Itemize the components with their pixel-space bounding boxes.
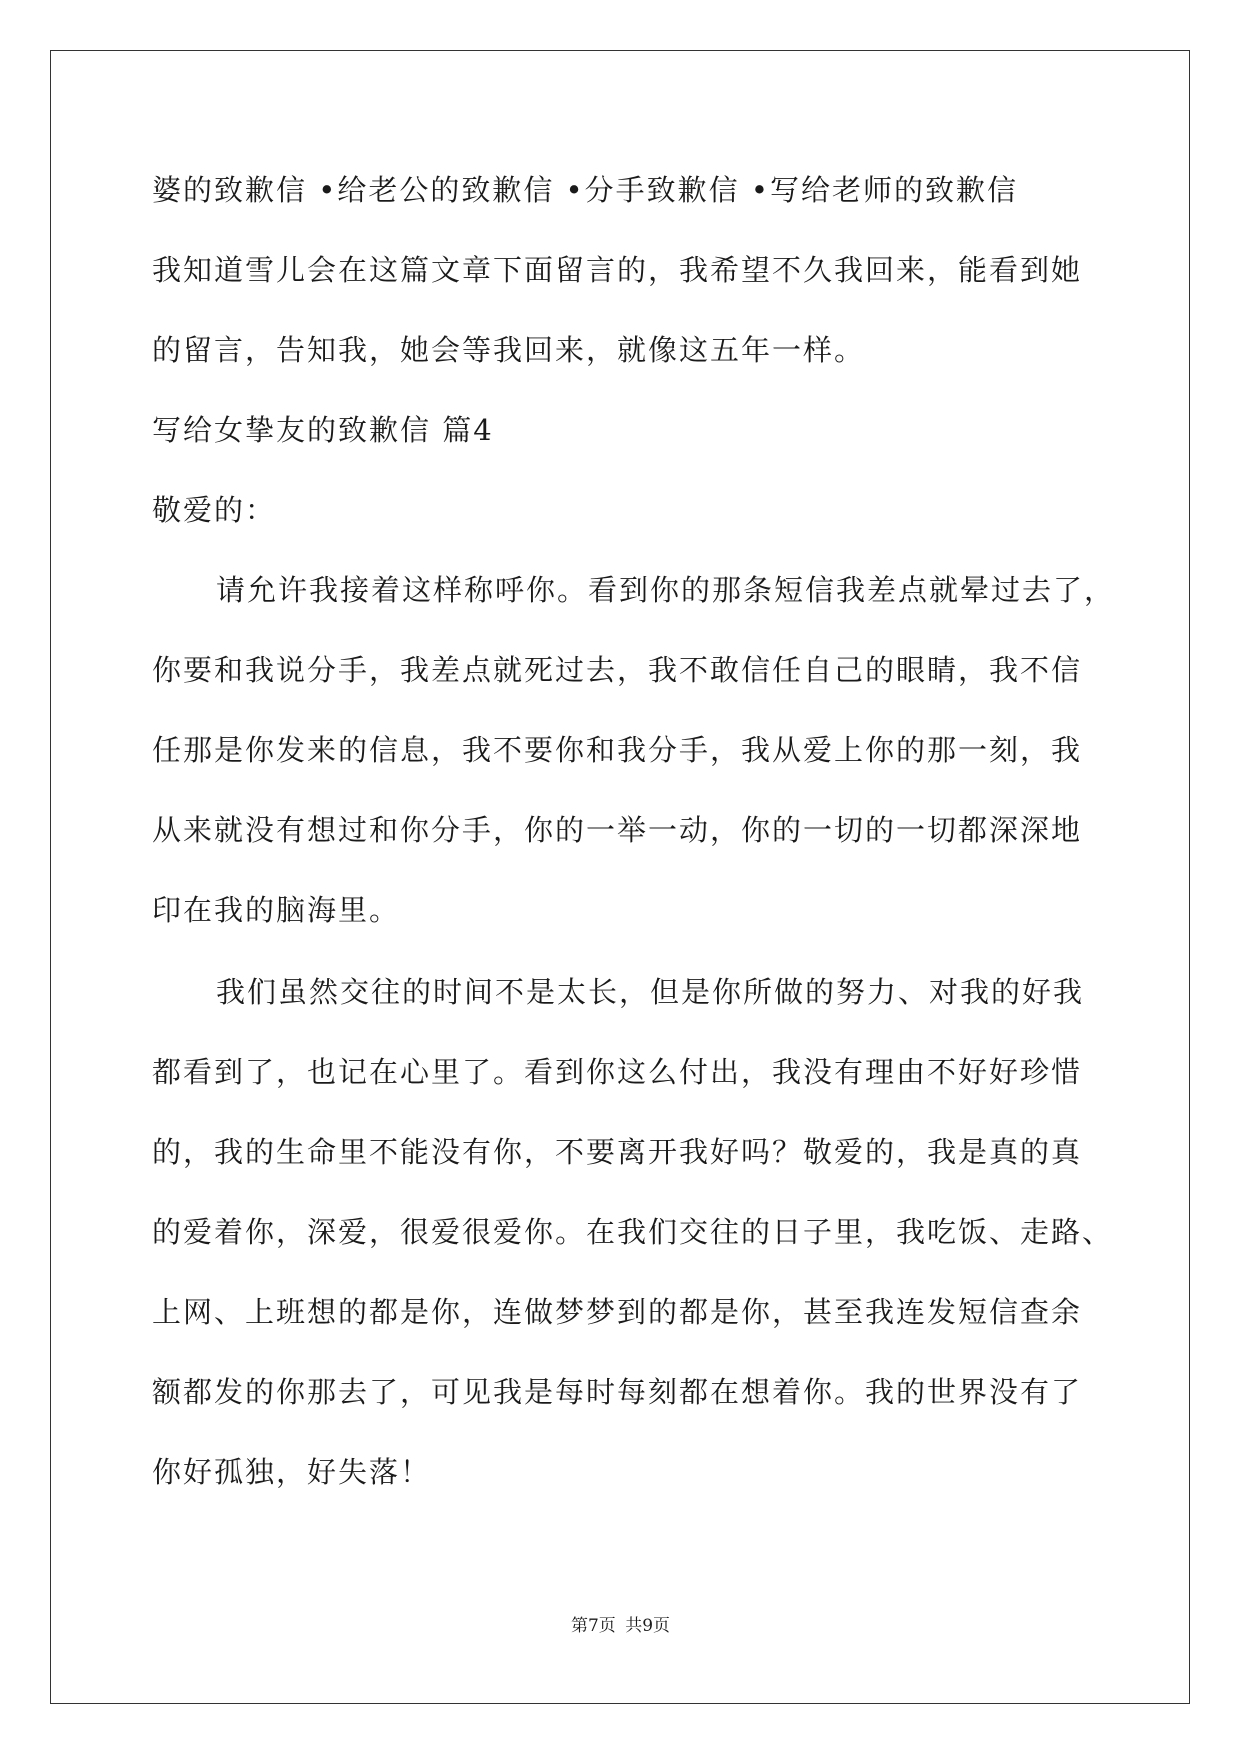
paragraph-2-line-3: 的，我的生命里不能没有你，不要离开我好吗？敬爱的，我是真的真 [152,1135,1083,1169]
paragraph-1-line-5: 印在我的脑海里。 [152,893,401,927]
text-line-1: 婆的致歉信 •给老公的致歉信 •分手致歉信 •写给老师的致歉信 [152,173,1018,207]
paragraph-2-line-4: 的爱着你，深爱，很爱很爱你。在我们交往的日子里，我吃饭、走路、 [152,1215,1114,1249]
section-heading: 写给女挚友的致歉信 篇4 [152,413,494,447]
page-number: 第7页 [570,1616,616,1636]
paragraph-1-line-1: 请允许我接着这样称呼你。看到你的那条短信我差点就晕过去了， [216,573,1116,607]
page-total: 共9页 [625,1616,671,1636]
paragraph-2-line-1: 我们虽然交往的时间不是太长，但是你所做的努力、对我的好我 [216,975,1085,1009]
page-footer [0,1611,1241,1636]
text-line-3: 的留言，告知我，她会等我回来，就像这五年一样。 [152,333,866,367]
paragraph-2-line-7: 你好孤独，好失落！ [152,1455,432,1489]
paragraph-2-line-2: 都看到了，也记在心里了。看到你这么付出，我没有理由不好好珍惜 [152,1055,1083,1089]
paragraph-2-line-5: 上网、上班想的都是你，连做梦梦到的都是你，甚至我连发短信查余 [152,1295,1083,1329]
salutation: 敬爱的： [152,493,277,527]
paragraph-1-line-2: 你要和我说分手，我差点就死过去，我不敢信任自己的眼睛，我不信 [152,653,1083,687]
paragraph-2-line-6: 额都发的你那去了，可见我是每时每刻都在想着你。我的世界没有了 [152,1375,1083,1409]
text-line-2: 我知道雪儿会在这篇文章下面留言的，我希望不久我回来，能看到她 [152,253,1083,287]
paragraph-1-line-3: 任那是你发来的信息，我不要你和我分手，我从爱上你的那一刻，我 [152,733,1083,767]
paragraph-1-line-4: 从来就没有想过和你分手，你的一举一动，你的一切的一切都深深地 [152,813,1083,847]
